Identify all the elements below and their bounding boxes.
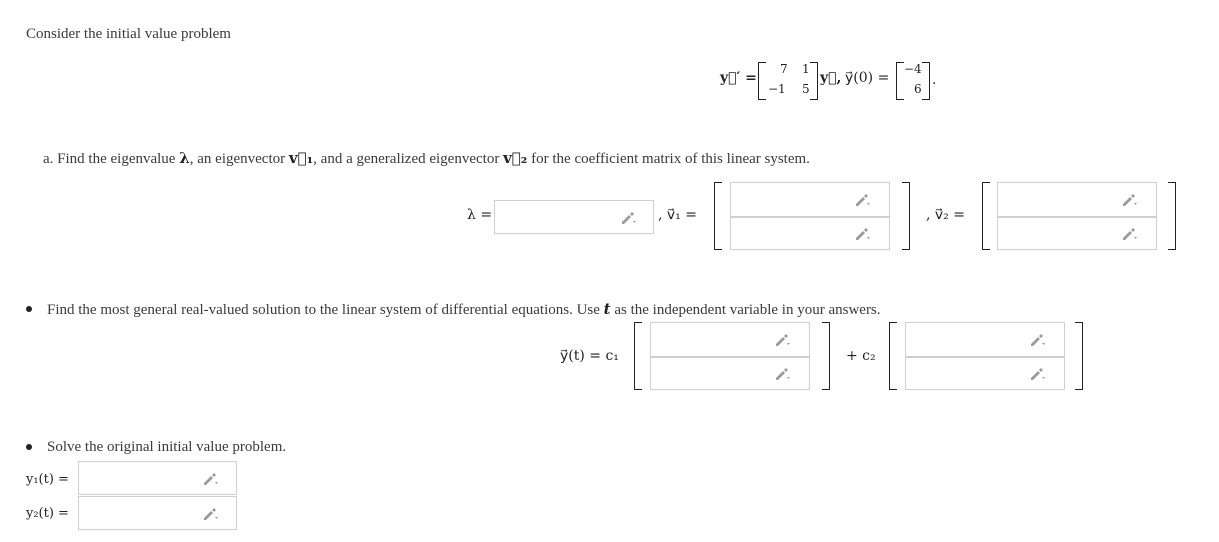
pencil-dropdown-icon[interactable] <box>853 227 873 241</box>
pencil-dropdown-icon[interactable] <box>1120 193 1140 207</box>
pencil-dropdown-icon[interactable] <box>201 472 221 486</box>
v1-input-bottom[interactable] <box>731 218 889 249</box>
part-a-text <box>43 149 810 168</box>
pencil-dropdown-icon[interactable] <box>619 211 639 225</box>
v2-label: , v⃗₂ = <box>926 207 965 223</box>
v1-vector-input <box>730 182 890 250</box>
initial-vector-1: 6 <box>914 82 922 96</box>
c1-right-bracket <box>822 322 830 390</box>
ivp-matrix <box>758 62 818 100</box>
v2-right-bracket <box>1168 182 1176 250</box>
y1-label: y₁(t) = <box>26 472 69 487</box>
c2-input-top[interactable] <box>906 323 1064 356</box>
part-b-text-2: as the independent variable in your answers. <box>610 302 881 318</box>
matrix-cell-11: 5 <box>802 82 810 96</box>
pencil-dropdown-icon[interactable] <box>773 333 793 347</box>
v2-input-top[interactable] <box>998 183 1156 216</box>
c2-input-bottom[interactable] <box>906 358 1064 389</box>
v1-right-bracket <box>902 182 910 250</box>
c1-left-bracket <box>634 322 642 390</box>
lambda-input[interactable] <box>494 200 654 234</box>
c2-right-bracket <box>1075 322 1083 390</box>
ivp-initial-vector <box>896 62 930 100</box>
c1-input-bottom[interactable] <box>651 358 809 389</box>
pencil-dropdown-icon[interactable] <box>853 193 873 207</box>
ivp-after-matrix: y⃗, <box>820 70 842 86</box>
pencil-dropdown-icon[interactable] <box>1028 367 1048 381</box>
v2-vector-input <box>997 182 1157 250</box>
part-c-text: Solve the original initial value problem. <box>47 439 287 455</box>
bullet <box>26 306 32 312</box>
y2-input[interactable] <box>78 496 237 530</box>
c1-input-top[interactable] <box>651 323 809 356</box>
part-b-text-1: Find the most general real-valued solution to the linear system of differential equations. Use <box>47 302 604 318</box>
pencil-dropdown-icon[interactable] <box>1120 227 1140 241</box>
initial-vector-0: −4 <box>904 62 922 76</box>
v1-symbol: v⃗₁ <box>288 149 314 167</box>
ivp-end: . <box>932 72 937 88</box>
v2-left-bracket <box>982 182 990 250</box>
v2-symbol: v⃗₂ <box>503 149 528 167</box>
matrix-cell-01: 1 <box>802 62 810 76</box>
part-a-text-1: a. Find the eigenvalue <box>43 151 180 167</box>
v2-input-bottom[interactable] <box>998 218 1156 249</box>
matrix-cell-10: −1 <box>768 82 786 96</box>
plus-c2-label: + c₂ <box>846 348 876 364</box>
bullet <box>26 444 32 450</box>
lambda-symbol: λ <box>179 149 190 167</box>
c2-left-bracket <box>889 322 897 390</box>
lambda-label: λ = <box>467 207 493 223</box>
v1-label: , v⃗₁ = <box>658 207 697 223</box>
t-symbol: t <box>603 300 611 318</box>
ivp-initial-label: y⃗(0) = <box>845 70 890 86</box>
pencil-dropdown-icon[interactable] <box>201 507 221 521</box>
c1-vector-input <box>650 322 810 390</box>
y-solution-label: y⃗(t) = c₁ <box>560 348 619 364</box>
intro-text: Consider the initial value problem <box>26 26 231 42</box>
c2-vector-input <box>905 322 1065 390</box>
pencil-dropdown-icon[interactable] <box>1028 333 1048 347</box>
part-a-text-4: for the coefficient matrix of this linear system. <box>527 151 810 167</box>
y1-input[interactable] <box>78 461 237 495</box>
pencil-dropdown-icon[interactable] <box>773 367 793 381</box>
ivp-lhs: y⃗′ = <box>720 70 757 86</box>
part-a-text-2: , an eigenvector <box>189 151 289 167</box>
y2-label: y₂(t) = <box>26 506 69 521</box>
part-a-text-3: , and a generalized eigenvector <box>313 151 504 167</box>
v1-input-top[interactable] <box>731 183 889 216</box>
part-b-text <box>47 300 881 319</box>
matrix-cell-00: 7 <box>780 62 788 76</box>
v1-left-bracket <box>714 182 722 250</box>
